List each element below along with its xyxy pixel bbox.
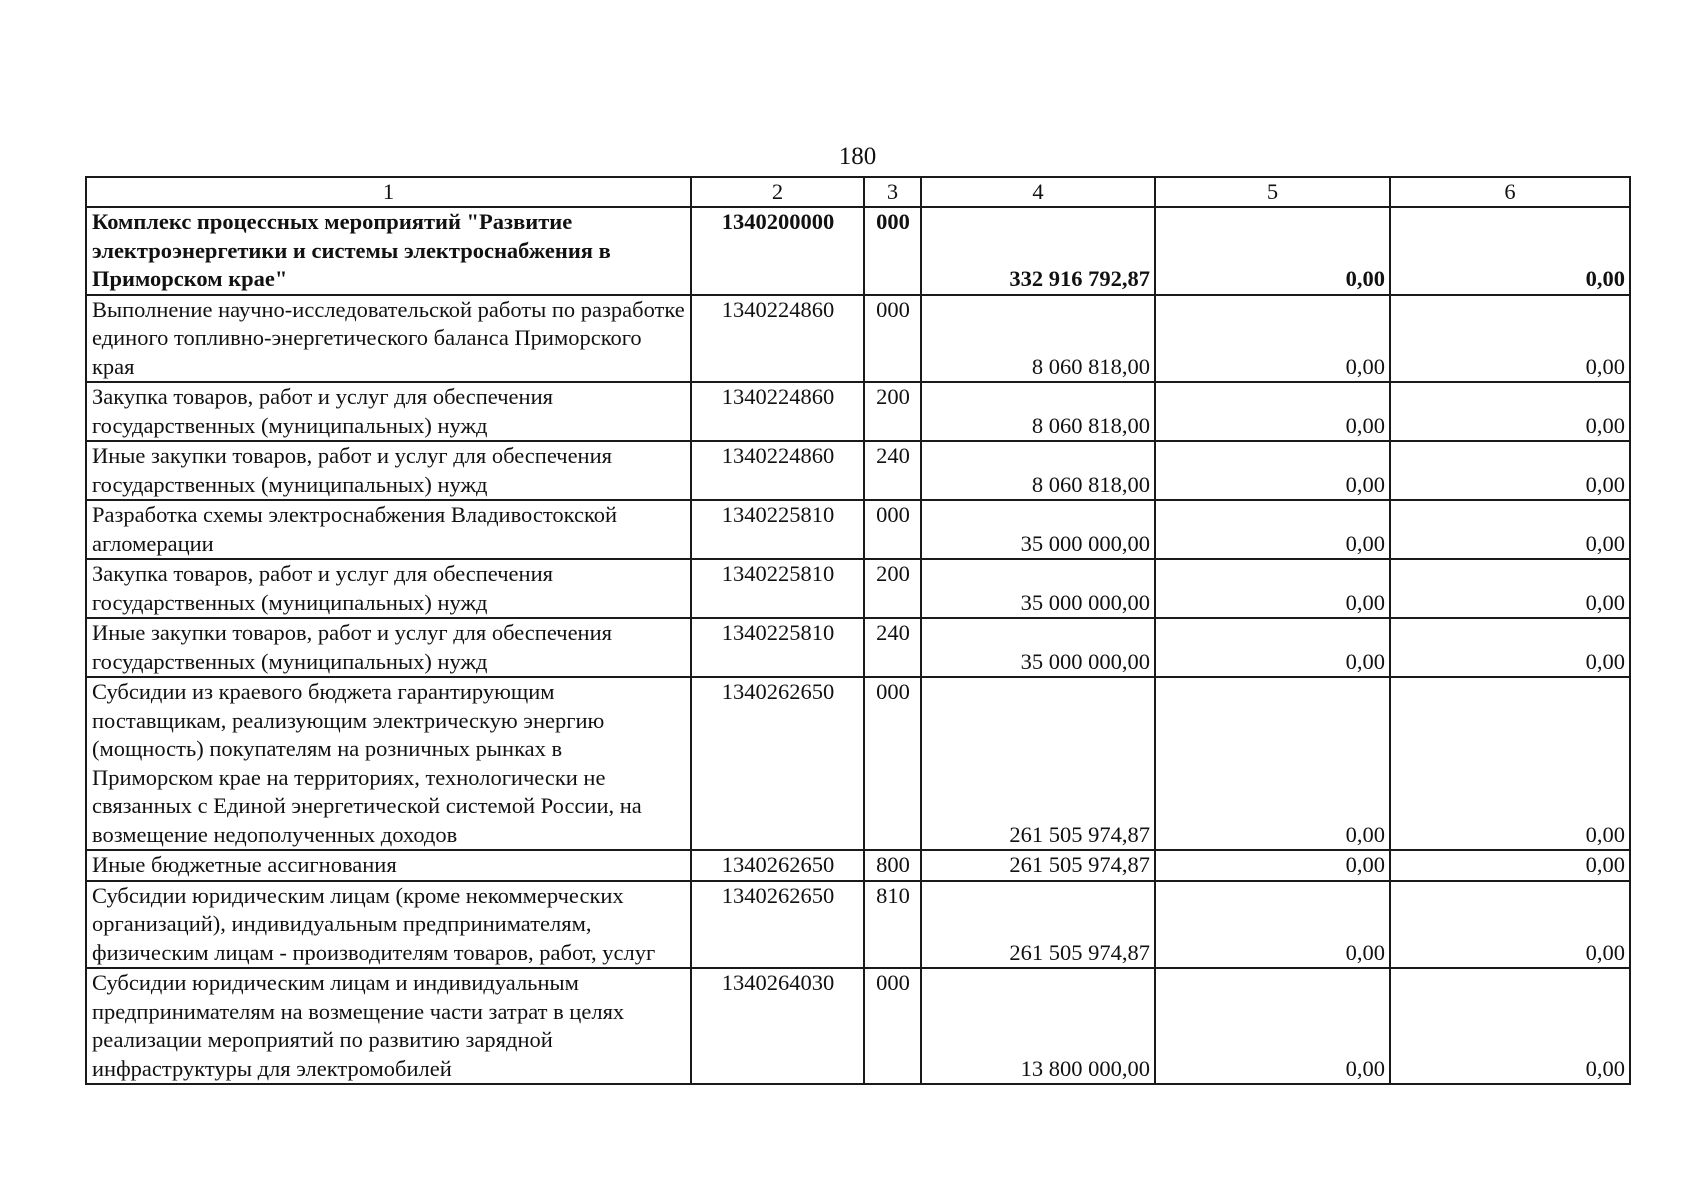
table-row xyxy=(86,968,1630,1084)
row-amount-col6: 0,00 xyxy=(1390,207,1630,295)
row-amount-col4: 8 060 818,00 xyxy=(921,382,1155,441)
column-header-4: 4 xyxy=(921,177,1155,207)
table-row xyxy=(86,850,1630,881)
row-expense-type: 000 xyxy=(864,677,921,850)
row-target-code: 1340225810 xyxy=(691,618,864,677)
row-expense-type: 200 xyxy=(864,559,921,618)
row-name: Закупка товаров, работ и услуг для обеспечения государственных (муниципальных) нужд xyxy=(86,382,691,441)
table-row xyxy=(86,207,1630,295)
row-expense-type: 240 xyxy=(864,618,921,677)
column-header-2: 2 xyxy=(691,177,864,207)
row-expense-type: 000 xyxy=(864,295,921,383)
row-amount-col6: 0,00 xyxy=(1390,382,1630,441)
row-amount-col6: 0,00 xyxy=(1390,881,1630,969)
row-amount-col5: 0,00 xyxy=(1155,881,1390,969)
row-amount-col5: 0,00 xyxy=(1155,559,1390,618)
row-amount-col5: 0,00 xyxy=(1155,850,1390,881)
row-expense-type: 800 xyxy=(864,850,921,881)
row-amount-col4: 261 505 974,87 xyxy=(921,677,1155,850)
row-name: Иные бюджетные ассигнования xyxy=(86,850,691,881)
row-amount-col6: 0,00 xyxy=(1390,500,1630,559)
column-header-5: 5 xyxy=(1155,177,1390,207)
row-target-code: 1340264030 xyxy=(691,968,864,1084)
row-target-code: 1340262650 xyxy=(691,881,864,969)
row-name: Иные закупки товаров, работ и услуг для обеспечения государственных (муниципальных) нужд xyxy=(86,441,691,500)
row-amount-col6: 0,00 xyxy=(1390,850,1630,881)
table-body xyxy=(86,207,1630,1084)
table-row xyxy=(86,295,1630,383)
row-amount-col4: 35 000 000,00 xyxy=(921,618,1155,677)
row-expense-type: 000 xyxy=(864,500,921,559)
row-amount-col6: 0,00 xyxy=(1390,968,1630,1084)
row-amount-col5: 0,00 xyxy=(1155,500,1390,559)
budget-table xyxy=(85,176,1631,1085)
row-name: Субсидии юридическим лицам (кроме некоммерческих организаций), индивидуальным предпринимателям, физическим лицам - производителям товаров, работ, услуг xyxy=(86,881,691,969)
row-target-code: 1340262650 xyxy=(691,677,864,850)
table-row xyxy=(86,441,1630,500)
row-target-code: 1340224860 xyxy=(691,382,864,441)
row-amount-col4: 13 800 000,00 xyxy=(921,968,1155,1084)
row-target-code: 1340262650 xyxy=(691,850,864,881)
row-amount-col6: 0,00 xyxy=(1390,618,1630,677)
row-amount-col6: 0,00 xyxy=(1390,295,1630,383)
row-name: Субсидии юридическим лицам и индивидуальным предпринимателям на возмещение части затрат в целях реализации мероприятий по развитию зарядной инфраструктуры для электромобилей xyxy=(86,968,691,1084)
table-row xyxy=(86,559,1630,618)
row-expense-type: 240 xyxy=(864,441,921,500)
row-amount-col6: 0,00 xyxy=(1390,559,1630,618)
row-amount-col4: 332 916 792,87 xyxy=(921,207,1155,295)
row-target-code: 1340224860 xyxy=(691,441,864,500)
row-expense-type: 000 xyxy=(864,968,921,1084)
row-name: Иные закупки товаров, работ и услуг для обеспечения государственных (муниципальных) нужд xyxy=(86,618,691,677)
row-name: Субсидии из краевого бюджета гарантирующим поставщикам, реализующим электрическую энергию (мощность) покупателям на розничных рынках в Приморском крае на территориях, технологически не связанных с Единой энергетической системой России, на возмещение недополученных доходов xyxy=(86,677,691,850)
row-amount-col4: 261 505 974,87 xyxy=(921,881,1155,969)
row-amount-col5: 0,00 xyxy=(1155,382,1390,441)
row-target-code: 1340200000 xyxy=(691,207,864,295)
row-expense-type: 200 xyxy=(864,382,921,441)
row-amount-col4: 35 000 000,00 xyxy=(921,500,1155,559)
header-row xyxy=(86,177,1630,207)
row-amount-col5: 0,00 xyxy=(1155,618,1390,677)
row-amount-col5: 0,00 xyxy=(1155,968,1390,1084)
row-amount-col5: 0,00 xyxy=(1155,441,1390,500)
column-header-3: 3 xyxy=(864,177,921,207)
row-amount-col6: 0,00 xyxy=(1390,677,1630,850)
row-amount-col4: 35 000 000,00 xyxy=(921,559,1155,618)
row-name: Закупка товаров, работ и услуг для обеспечения государственных (муниципальных) нужд xyxy=(86,559,691,618)
column-header-1: 1 xyxy=(86,177,691,207)
table-row xyxy=(86,618,1630,677)
row-name: Выполнение научно-исследовательской работы по разработке единого топливно-энергетического баланса Приморского края xyxy=(86,295,691,383)
table-row xyxy=(86,382,1630,441)
row-amount-col5: 0,00 xyxy=(1155,677,1390,850)
row-amount-col4: 8 060 818,00 xyxy=(921,441,1155,500)
table-header xyxy=(86,177,1630,207)
row-target-code: 1340225810 xyxy=(691,500,864,559)
column-header-6: 6 xyxy=(1390,177,1630,207)
table-row xyxy=(86,881,1630,969)
table-row xyxy=(86,677,1630,850)
row-amount-col5: 0,00 xyxy=(1155,295,1390,383)
row-expense-type: 810 xyxy=(864,881,921,969)
row-name: Комплекс процессных мероприятий "Развитие электроэнергетики и системы электроснабжения в Приморском крае" xyxy=(86,207,691,295)
row-amount-col4: 261 505 974,87 xyxy=(921,850,1155,881)
row-target-code: 1340225810 xyxy=(691,559,864,618)
row-expense-type: 000 xyxy=(864,207,921,295)
row-amount-col5: 0,00 xyxy=(1155,207,1390,295)
row-target-code: 1340224860 xyxy=(691,295,864,383)
row-amount-col4: 8 060 818,00 xyxy=(921,295,1155,383)
table-row xyxy=(86,500,1630,559)
page-number: 180 xyxy=(838,143,877,170)
row-name: Разработка схемы электроснабжения Владивостокской агломерации xyxy=(86,500,691,559)
row-amount-col6: 0,00 xyxy=(1390,441,1630,500)
